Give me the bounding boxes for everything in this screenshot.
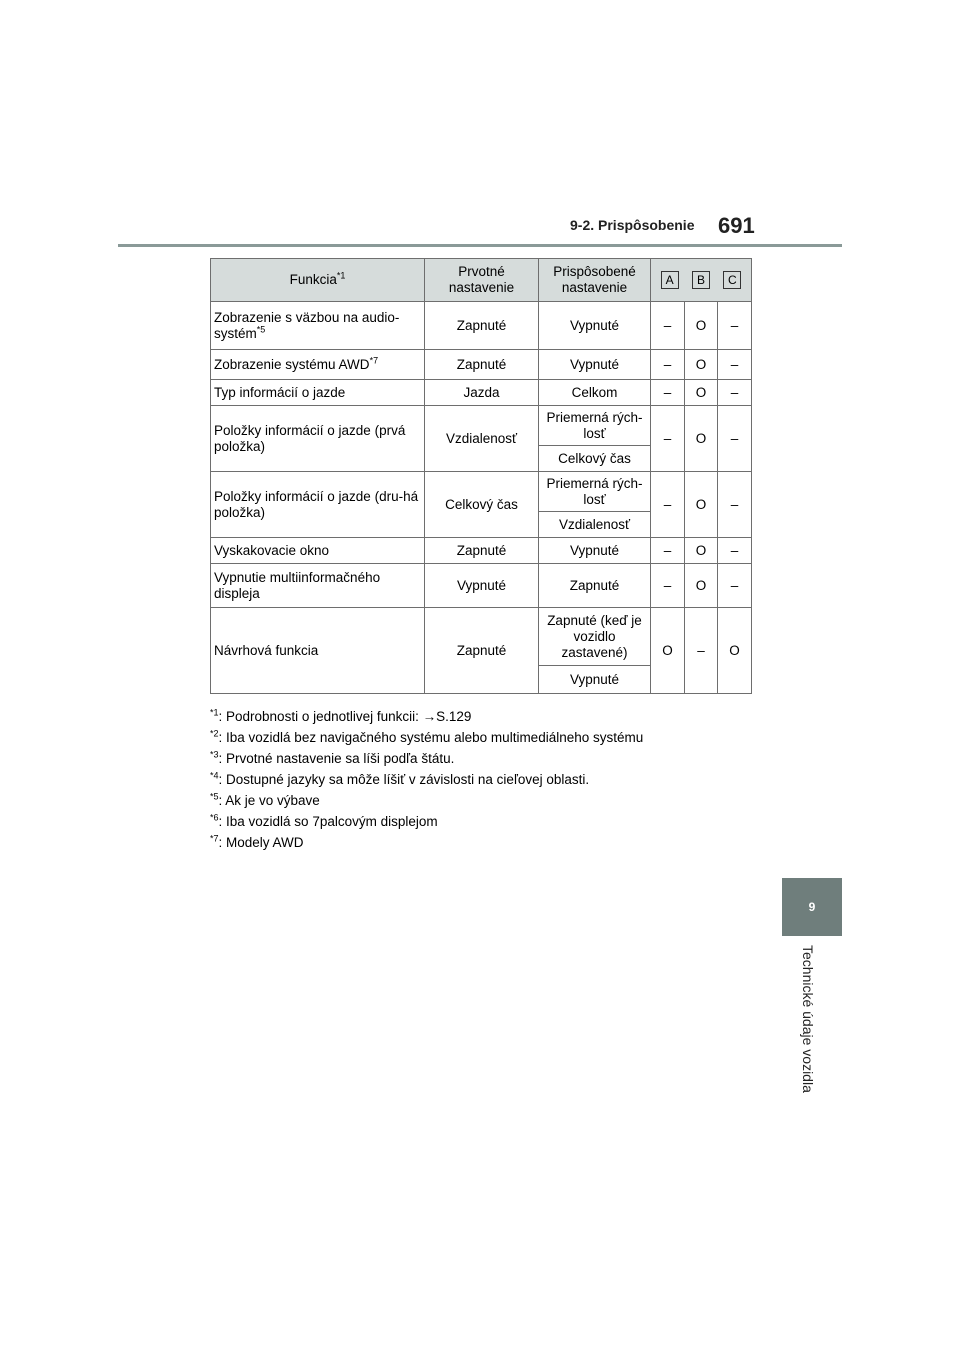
b-cell: O xyxy=(685,302,718,350)
b-cell: O xyxy=(685,472,718,538)
a-cell: – xyxy=(651,564,685,608)
b-cell: O xyxy=(685,538,718,564)
function-cell: Vypnutie multiinformačného displeja xyxy=(211,564,425,608)
initial-cell: Zapnuté xyxy=(425,350,539,380)
custom-cell: Priemerná rých-losť xyxy=(539,472,651,512)
custom-cell: Vypnuté xyxy=(539,666,651,694)
chapter-tab xyxy=(782,878,842,936)
function-cell: Položky informácií o jazde (prvá položka) xyxy=(211,406,425,472)
table-row xyxy=(211,380,752,406)
table-row xyxy=(211,350,752,380)
footnote: $^{*7}$: Modely AWD xyxy=(210,833,304,850)
c-cell: – xyxy=(718,350,752,380)
footnote: $^{*2}$: Iba vozidlá bez navigačného systému alebo multimediálneho systému xyxy=(210,728,644,745)
footnote: $^{*6}$: Iba vozidlá so 7palcovým displejom xyxy=(210,812,438,829)
c-cell: – xyxy=(718,406,752,472)
table-row xyxy=(211,564,752,608)
table-row xyxy=(211,302,752,350)
a-cell: O xyxy=(651,608,685,694)
function-cell: Typ informácií o jazde xyxy=(211,380,425,406)
custom-cell: Vypnuté xyxy=(539,350,651,380)
c-cell: – xyxy=(718,538,752,564)
custom-cell: Vypnuté xyxy=(539,538,651,564)
c-cell: – xyxy=(718,302,752,350)
footnote: $^{*3}$: Prvotné nastavenie sa líši podľa štátu. xyxy=(210,749,455,766)
function-cell: Položky informácií o jazde (dru-há položka) xyxy=(211,472,425,538)
a-cell: – xyxy=(651,302,685,350)
custom-cell: Vypnuté xyxy=(539,302,651,350)
header-initial-setting: Prvotné nastavenie xyxy=(425,259,539,302)
c-cell: – xyxy=(718,380,752,406)
table-row xyxy=(211,406,752,446)
footnotes xyxy=(210,706,770,853)
header-custom-setting: Prispôsobené nastavenie xyxy=(539,259,651,302)
b-cell: O xyxy=(685,406,718,472)
initial-cell: Zapnuté xyxy=(425,302,539,350)
a-cell: – xyxy=(651,350,685,380)
header-funkcia: Funkcia$^{*1}$ xyxy=(211,259,425,302)
box-a: A xyxy=(661,271,679,289)
a-cell: – xyxy=(651,406,685,472)
footnote: $^{*1}$: Podrobnosti o jednotlivej funkcii: →S.129 xyxy=(210,707,472,724)
header-divider xyxy=(118,244,842,247)
function-cell: Zobrazenie s väzbou na audio-systém$^{*5}$ xyxy=(211,302,425,350)
table-header-row xyxy=(211,259,752,302)
table-row xyxy=(211,608,752,666)
a-cell: – xyxy=(651,538,685,564)
initial-cell: Jazda xyxy=(425,380,539,406)
function-cell: Vyskakovacie okno xyxy=(211,538,425,564)
initial-cell: Zapnuté xyxy=(425,608,539,694)
table-row xyxy=(211,538,752,564)
chapter-title: Technické údaje vozidla xyxy=(800,945,816,1093)
footnote: $^{*5}$: Ak je vo výbave xyxy=(210,791,320,808)
b-cell: O xyxy=(685,564,718,608)
custom-cell: Vzdialenosť xyxy=(539,512,651,538)
section-title: 9-2. Prispôsobenie xyxy=(570,217,695,233)
initial-cell: Zapnuté xyxy=(425,538,539,564)
function-cell: Zobrazenie systému AWD$^{*7}$ xyxy=(211,350,425,380)
b-cell: O xyxy=(685,350,718,380)
custom-cell: Zapnuté (keď je vozidlo zastavené) xyxy=(539,608,651,666)
chapter-number: 9 xyxy=(808,900,816,914)
initial-cell: Vypnuté xyxy=(425,564,539,608)
custom-cell: Celkom xyxy=(539,380,651,406)
settings-table xyxy=(210,258,752,694)
c-cell: – xyxy=(718,472,752,538)
c-cell: – xyxy=(718,564,752,608)
a-cell: – xyxy=(651,380,685,406)
c-cell: O xyxy=(718,608,752,694)
a-cell: – xyxy=(651,472,685,538)
initial-cell: Vzdialenosť xyxy=(425,406,539,472)
box-b: B xyxy=(692,271,710,289)
function-cell: Návrhová funkcia xyxy=(211,608,425,694)
custom-cell: Zapnuté xyxy=(539,564,651,608)
custom-cell: Priemerná rých-losť xyxy=(539,406,651,446)
b-cell: – xyxy=(685,608,718,694)
initial-cell: Celkový čas xyxy=(425,472,539,538)
table-row xyxy=(211,472,752,512)
header-abc xyxy=(651,259,752,302)
footnote: $^{*4}$: Dostupné jazyky sa môže líšiť v závislosti na cieľovej oblasti. xyxy=(210,770,590,787)
box-c: C xyxy=(723,271,741,289)
b-cell: O xyxy=(685,380,718,406)
custom-cell: Celkový čas xyxy=(539,446,651,472)
page-number: 691 xyxy=(718,213,755,238)
